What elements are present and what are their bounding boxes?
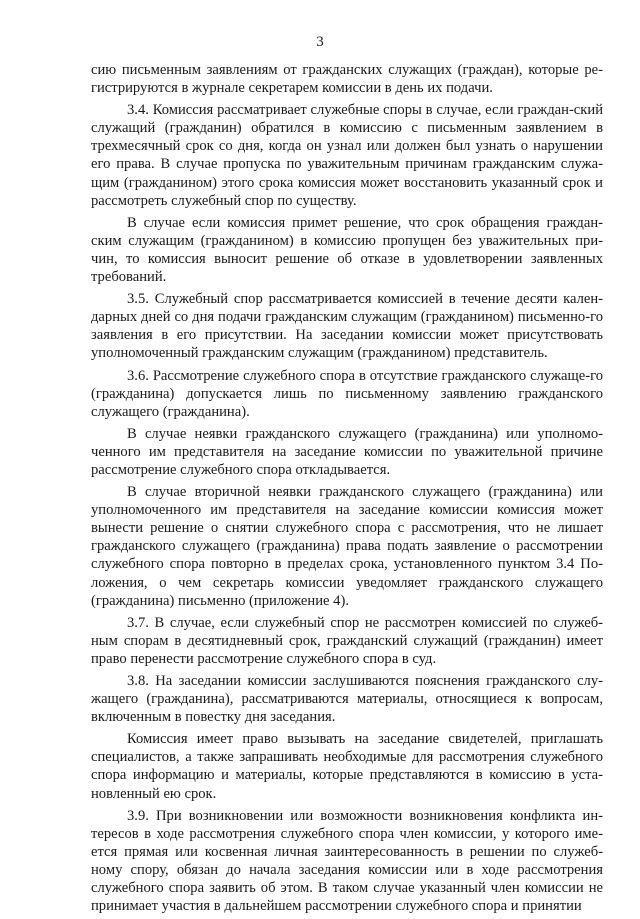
paragraph-3-6-second-absence: В случае вторичной неявки гражданского служащего (гражданина) или уполномоченного им представителя на заседание комиссии комиссия может вынести решение о снятии служебного спора с рассмотрения, что не лишает гражданского служащего (гражданина) права подать заявление о рассмотрении служебного спора повторно в пределах срока, установленного пунктом 3.4 По-ложения, о чем секретарь комиссии уведомляет гражданского служащего (гражданина) письменно (приложение 4). bbox=[91, 484, 603, 609]
paragraph-3-4-missed-deadline: В случае если комиссия примет решение, что срок обращения граждан-ским служащим (гражданином) в комиссию пропущен без уважительных при-чин, то комиссия выносит решение об отказе в удовлетворении заявленных требований. bbox=[91, 214, 603, 286]
paragraph-3-5: 3.5. Служебный спор рассматривается комиссией в течение десяти кален-дарных дней со дня подачи гражданским служащим (гражданином) письменно-го заявления в его присутствии. На заседании комиссии может присутствовать уполномоченный гражданским служащим (гражданином) представитель. bbox=[91, 291, 603, 362]
page-number: 3 bbox=[316, 34, 324, 50]
paragraph-3-8: 3.8. На заседании комиссии заслушиваются пояснения гражданского слу-жащего (гражданина), рассматриваются материалы, относящиеся к вопросам, включенным в повестку дня заседания. bbox=[91, 673, 603, 726]
paragraph-3-4: 3.4. Комиссия рассматривает служебные споры в случае, если граждан-ский служащий (гражданин) обратился в комиссию с письменным заявлением в трехмесячный срок со дня, когда он узнал или должен был узнать о нарушении его права. В случае пропуска по уважительным причинам гражданским служа-щим (гражданином) этого срока комиссия может восстановить указанный срок и рассмотреть служебный спор по существу. bbox=[91, 102, 603, 209]
paragraph-3-9: 3.9. При возникновении или возможности возникновения конфликта ин-тересов в ходе рассмотрения служебного спора член комиссии, у которого име-ется прямая или косвенная личная заинтересованность в решении по служеб-ному спору, обязан до начала заседания комиссии или в ходе рассмотрения служебного спора заявить об этом. В таком случае указанный член комиссии не принимает участия в дальнейшем рассмотрении служебного спора и принятии bbox=[91, 807, 603, 915]
paragraph-3-7: 3.7. В случае, если служебный спор не рассмотрен комиссией по служеб-ным спорам в десятидневный срок, гражданский служащий (гражданин) имеет право перенести рассмотрение служебного спора в суд. bbox=[91, 614, 603, 667]
paragraph-continuation: сию письменным заявлениям от гражданских служащих (граждан), которые ре-гистрируются в журнале секретарем комиссии в день их подачи. bbox=[91, 62, 603, 97]
paragraph-3-8-witnesses: Комиссия имеет право вызывать на заседание свидетелей, приглашать специалистов, а также запрашивать необходимые для рассмотрения служебного спора информацию и материалы, которые представляются в комиссию в уста-новленный ею срок. bbox=[91, 731, 603, 802]
paragraph-3-6: 3.6. Рассмотрение служебного спора в отсутствие гражданского служаще-го (гражданина) допускается лишь по письменному заявлению гражданского служащего (гражданина). bbox=[91, 367, 603, 420]
paragraph-3-6-absence: В случае неявки гражданского служащего (гражданина) или уполномо-ченного им представителя на заседание комиссии по уважительной причине рассмотрение служебного спора откладывается. bbox=[91, 425, 603, 478]
document-body bbox=[91, 61, 603, 919]
